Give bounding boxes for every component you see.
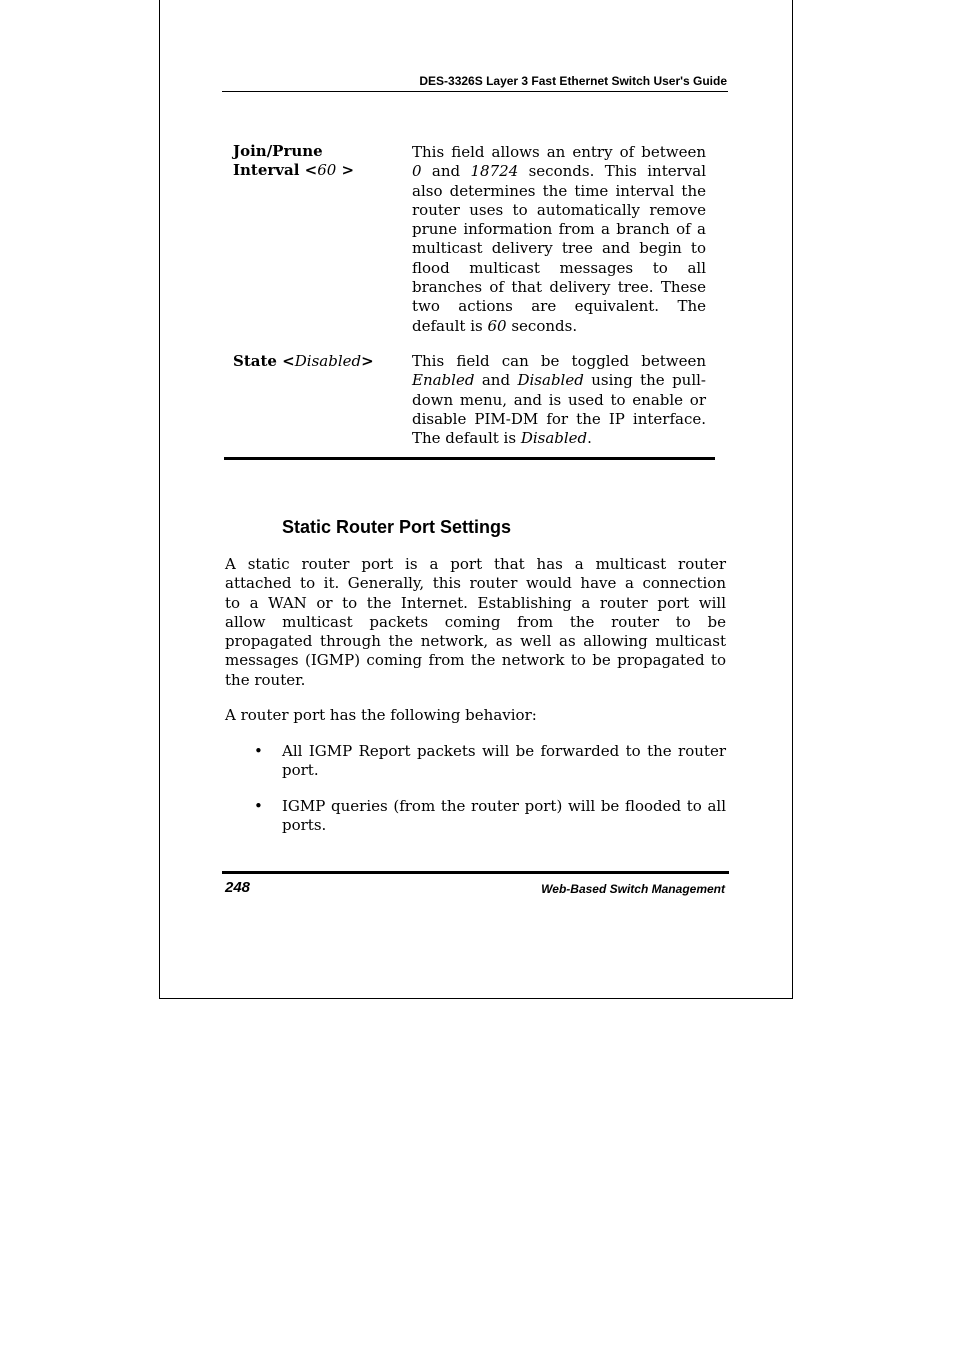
bullet-icon: • <box>254 742 263 760</box>
text-line: attached to it. Generally, this router would have a connection <box>225 574 726 593</box>
text-line: This field allows an entry of between <box>412 143 706 161</box>
text-line: branches of that delivery tree. These <box>412 278 706 297</box>
text-line: down menu, and is used to enable or <box>412 390 706 409</box>
header-rule <box>222 91 728 92</box>
param-label-line <box>233 161 403 180</box>
emphasis-text: Disabled <box>520 429 588 448</box>
text-span: and <box>474 371 518 390</box>
param-label-line: Join/Prune <box>233 142 323 160</box>
list-item-text <box>282 797 726 836</box>
text-line <box>412 317 706 336</box>
text-line: to a WAN or to the Internet. Establishing a router port will <box>225 593 726 612</box>
text-line: propagated through the network, as well as allowing multicast <box>225 632 726 651</box>
param-label-state <box>233 352 403 371</box>
list-item-text <box>282 742 726 781</box>
emphasis-text: 18724 <box>470 162 519 181</box>
text-line: multicast delivery tree and begin to <box>412 239 706 258</box>
text-span: default is <box>412 316 488 335</box>
list-item-line: ports. <box>282 816 327 835</box>
text-span: using the pull- <box>583 371 706 390</box>
footer-title: Web-Based Switch Management <box>541 882 725 896</box>
emphasis-text: 60 <box>487 316 507 335</box>
header-title: DES-3326S Layer 3 Fast Ethernet Switch User's Guide <box>419 74 727 88</box>
text-line: allow multicast packets coming from the router to be <box>225 612 726 631</box>
param-description-join-prune <box>412 143 706 336</box>
list-item-line: IGMP queries (from the router port) will be flooded to all <box>282 797 726 815</box>
text-line: two actions are equivalent. The <box>412 297 706 316</box>
param-description-state <box>412 352 706 448</box>
section-heading: Static Router Port Settings <box>282 517 512 537</box>
param-label-prefix: Interval < <box>233 161 318 180</box>
emphasis-text: Disabled <box>517 371 584 390</box>
param-label-suffix: > <box>361 352 374 370</box>
emphasis-text: 0 <box>412 162 422 181</box>
list-item-line: port. <box>282 761 319 780</box>
list-item-line: All IGMP Report packets will be forwarded to the router <box>282 742 726 760</box>
text-span: . <box>587 429 592 448</box>
intro-paragraph <box>225 555 726 690</box>
footer-rule <box>222 871 729 874</box>
text-line: router uses to automatically remove <box>412 200 706 219</box>
text-line: also determines the time interval the <box>412 181 706 200</box>
text-line: the router. <box>225 670 306 689</box>
page-number: 248 <box>225 879 251 896</box>
text-line: flood multicast messages to all <box>412 258 706 277</box>
text-span: The default is <box>412 429 521 448</box>
param-default-value: Disabled <box>294 352 362 370</box>
text-line: prune information from a branch of a <box>412 220 706 239</box>
bullet-icon: • <box>254 797 263 815</box>
param-label-suffix: > <box>336 161 355 180</box>
param-label-line <box>233 352 403 371</box>
text-line: A static router port is a port that has a multicast router <box>225 555 726 573</box>
text-span: seconds. <box>506 316 578 335</box>
emphasis-text: Enabled <box>412 371 475 390</box>
text-span: and <box>421 162 471 181</box>
text-line: This field can be toggled between <box>412 352 706 370</box>
text-line: disable PIM-DM for the IP interface. <box>412 409 706 428</box>
param-default-value: 60 <box>317 161 337 180</box>
text-line <box>412 429 706 448</box>
text-line <box>412 371 706 390</box>
text-line: messages (IGMP) coming from the network to be propagated to <box>225 651 726 670</box>
text-span: seconds. This interval <box>518 162 707 181</box>
behavior-intro: A router port has the following behavior: <box>225 706 537 724</box>
table-bottom-rule <box>224 457 715 460</box>
text-line <box>412 162 706 181</box>
param-label-join-prune <box>233 142 403 181</box>
param-label-prefix: State < <box>233 352 295 370</box>
